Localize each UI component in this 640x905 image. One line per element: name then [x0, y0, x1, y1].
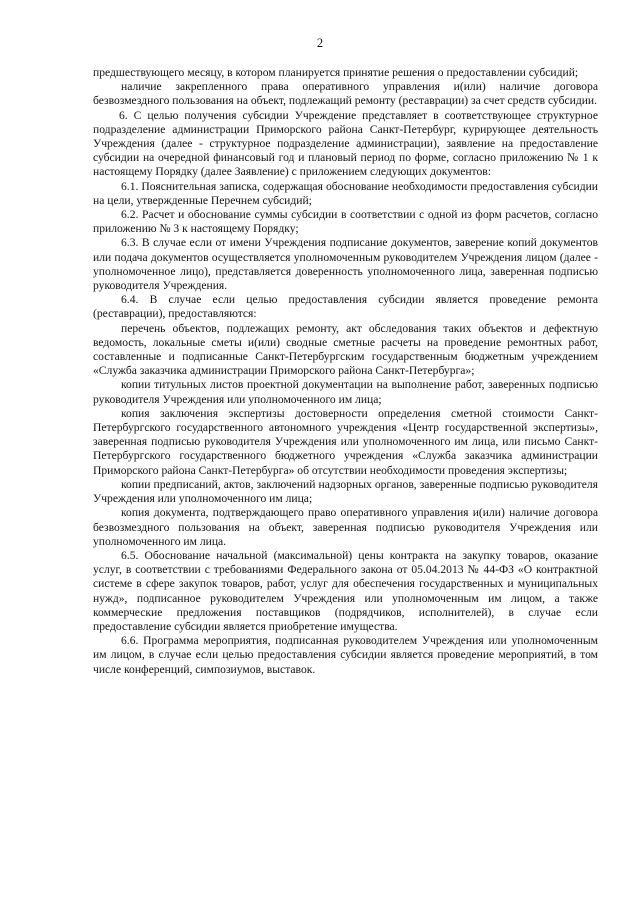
paragraph-clause-6-1: 6.1. Пояснительная записка, содержащая обоснование необходимости предоставления субсидии на цели, утвержденные Перечнем субсидий;: [93, 179, 598, 207]
paragraph-clause-6-3: 6.3. В случае если от имени Учреждения подписание документов, заверение копий документов или подача документов осуществляется уполномоченным руководителем Учреждения лицом (далее - уполномоченное лицо), представляется доверенность уполномоченного лица, заверенная подписью руководителя Учреждения.: [93, 236, 598, 293]
paragraph-clause-6-2: 6.2. Расчет и обоснование суммы субсидии в соответствии с одной из форм расчетов, согласно приложению № 3 к настоящему Порядку;: [93, 208, 598, 236]
list-item: копии титульных листов проектной документации на выполнение работ, заверенных подписью руководителя Учреждения или уполномоченного им лица;: [93, 378, 598, 406]
paragraph-continuation: предшествующего месяцу, в котором планируется принятие решения о предоставлении субсидий;: [93, 66, 579, 79]
list-item: копия документа, подтверждающего право оперативного управления и(или) наличие договора безвозмездного пользования на объект, заверенная подписью руководителя Учреждения или уполномоченного им лица.: [93, 506, 598, 548]
paragraph-clause-6: 6. С целью получения субсидии Учреждение представляет в соответствующее структурное подразделение администрации Приморского района Санкт-Петербург, курирующее деятельность Учреждения (далее - структурное подразделение администрации), заявление на предоставление субсидии на очередной финансовый год и плановый период по форме, согласно приложению № 1 к настоящему Порядку (далее Заявление) с приложением следующих документов:: [93, 108, 598, 179]
paragraph-requirement: наличие закрепленного права оперативного управления и(или) наличие договора безвозмездного пользования на объект, подлежащий ремонту (реставрации) за счет средств субсидии.: [93, 80, 598, 108]
page-number: 2: [316, 36, 324, 50]
document-body: [93, 66, 598, 677]
paragraph-clause-6-6: 6.6. Программа мероприятия, подписанная руководителем Учреждения или уполномоченным им лицом, в случае если целью предоставления субсидии является проведение мероприятий, в том числе конференций, симпозиумов, выставок.: [93, 634, 598, 676]
paragraph-clause-6-5: 6.5. Обоснование начальной (максимальной) цены контракта на закупку товаров, оказание услуг, в соответствии с требованиями Федерального закона от 05.04.2013 № 44-ФЗ «О контрактной системе в сфере закупок товаров, работ, услуг для обеспечения государственных и муниципальных нужд», подписанное руководителем Учреждения или уполномоченным им лицом, а также коммерческие предложения поставщиков (подрядчиков, исполнителей), в случае если предоставление субсидии является приобретение имущества.: [93, 548, 598, 633]
paragraph-clause-6-4: 6.4. В случае если целью предоставления субсидии является проведение ремонта (реставрации), предоставляются:: [93, 293, 598, 321]
list-item: перечень объектов, подлежащих ремонту, акт обследования таких объектов и дефектную ведомость, локальные сметы и(или) сводные сметные расчеты на проведение ремонтных работ, составленные и подписанные Санкт-Петербургским государственным бюджетным учреждением «Служба заказчика администрации Приморского района Санкт-Петербурга»;: [93, 321, 598, 378]
list-item: копия заключения экспертизы достоверности определения сметной стоимости Санкт-Петербургского государственного автономного учреждения «Центр государственной экспертизы», заверенная подписью руководителя Учреждения или уполномоченного им лица, или письмо Санкт-Петербургского государственного бюджетного учреждения «Служба заказчика администрации Приморского района Санкт-Петербурга» об отсутствии необходимости проведения экспертизы;: [93, 406, 598, 477]
list-item: копии предписаний, актов, заключений надзорных органов, заверенные подписью руководителя Учреждения или уполномоченного им лица;: [93, 477, 598, 506]
